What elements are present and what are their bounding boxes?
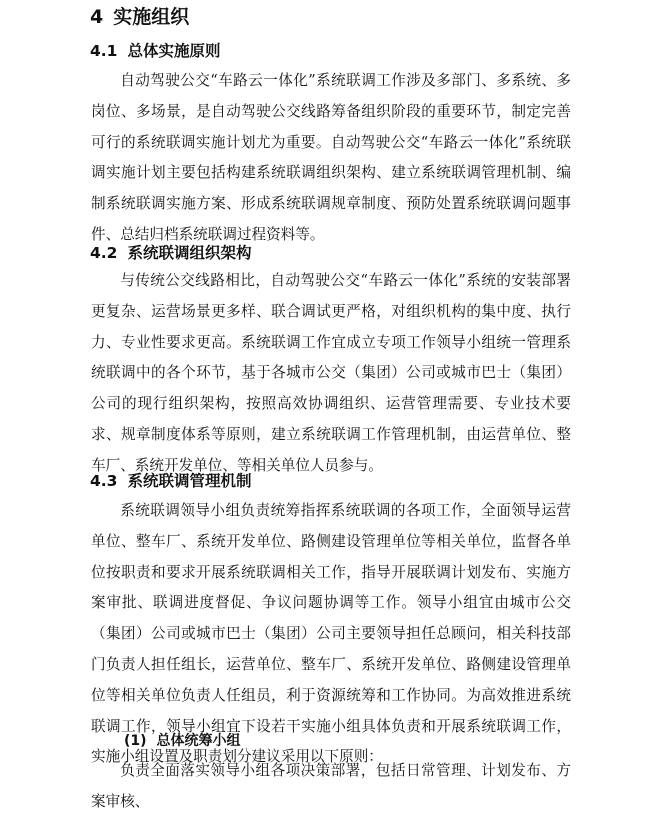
section-number: 4.3 [90, 472, 118, 490]
chapter-heading [90, 2, 189, 32]
section-number: 4.2 [90, 244, 118, 262]
section-4-2-paragraph: 与传统公交线路相比，自动驾驶公交“车路云一体化”系统的安装部署更复杂、运营场景更多样、联合调试更严格，对组织机构的集中度、执行力、专业性要求更高。系统联调工作宜成立专项工作领导小组统一管理系统联调中的各个环节，基于各城市公交（集团）公司或城市巴士（集团）公司的现行组织架构，按照高效协调组织、运营管理需要、专业技术要求、规章制度体系等原则，建立系统联调工作管理机制，由运营单位、整车厂、系统开发单位、等相关单位人员参与。 [91, 272, 571, 474]
section-title: 系统联调管理机制 [127, 472, 252, 490]
section-4-3-paragraph: 系统联调领导小组负责统筹指挥系统联调的各项工作，全面领导运营单位、整车厂、系统开发单位、路侧建设管理单位等相关单位，监督各单位按职责和要求开展系统联调相关工作，指导开展联调计划发布、实施方案审批、联调进度督促、争议问题协调等工作。领导小组宜由城市公交（集团）公司或城市巴士（集团）公司主要领导担任总顾问，相关科技部门负责人担任组长，运营单位、整车厂、系统开发单位、路侧建设管理单位等相关单位负责人任组员，利于资源统筹和工作协同。为高效推进系统联调工作，领导小组宜下设若干实施小组具体负责和开展系统联调工作，实施小组设置及职责划分建议采用以下原则： [91, 502, 571, 766]
section-heading-4-1 [90, 38, 220, 64]
subsection-label: (1) [124, 733, 147, 749]
section-heading-4-3 [90, 468, 251, 494]
section-number: 4.1 [90, 42, 118, 60]
subsection-heading [124, 728, 241, 754]
section-title: 总体实施原则 [127, 42, 221, 60]
section-4-1-paragraph: 自动驾驶公交“车路云一体化”系统联调工作涉及多部门、多系统、多岗位、多场景，是自动驾驶公交线路筹备组织阶段的重要环节，制定完善可行的系统联调实施计划尤为重要。自动驾驶公交“车路云一体化”系统联调实施计划主要包括构建系统联调组织架构、建立系统联调管理机制、编制系统联调实施方案、形成系统联调规章制度、预防处置系统联调问题事件、总结归档系统联调过程资料等。 [91, 72, 571, 243]
subsection-title: 总体统筹小组 [156, 733, 241, 749]
subsection-paragraph: 负责全面落实领导小组各项决策部署，包括日常管理、计划发布、方案审核、 [91, 762, 571, 810]
chapter-number: 4 [90, 6, 104, 28]
chapter-title: 实施组织 [113, 6, 190, 28]
section-title: 系统联调组织架构 [127, 244, 252, 262]
section-heading-4-2 [90, 240, 251, 266]
